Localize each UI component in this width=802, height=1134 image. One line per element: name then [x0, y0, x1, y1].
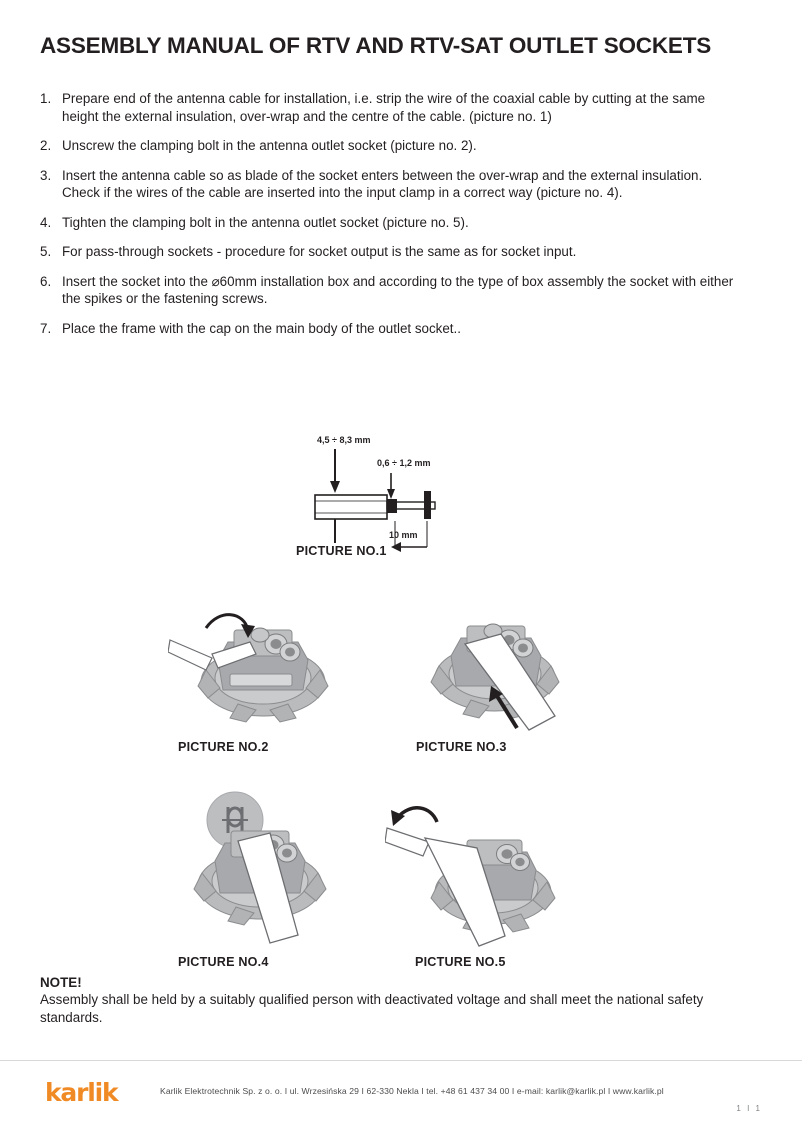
socket-illustration-2 — [168, 600, 358, 735]
socket-illustration-4 — [160, 785, 360, 950]
step-number: 1. — [40, 91, 52, 106]
step-number: 3. — [40, 167, 52, 183]
step-number: 4. — [40, 214, 52, 230]
step-text: For pass-through sockets - procedure for socket output is the same as for socket input. — [62, 244, 577, 259]
figure-caption-2: PICTURE NO.2 — [178, 740, 269, 754]
figure-caption-1: PICTURE NO.1 — [296, 544, 387, 558]
step-number: 7. — [40, 320, 52, 336]
list-item — [40, 214, 740, 232]
note-text: Assembly shall be held by a suitably qualified person with deactivated voltage and shall meet the national safety standards. — [40, 992, 704, 1025]
dimension-label-bottom: 10 mm — [389, 530, 418, 540]
page-title: ASSEMBLY MANUAL OF RTV AND RTV-SAT OUTLET SOCKETS — [40, 33, 712, 58]
step-text: Unscrew the clamping bolt in the antenna outlet socket (picture no. 2). — [62, 138, 477, 153]
list-item — [40, 137, 740, 155]
step-text: Tighten the clamping bolt in the antenna outlet socket (picture no. 5). — [62, 214, 469, 230]
step-number: 5. — [40, 244, 52, 259]
socket-illustration-3 — [405, 600, 595, 735]
note-title: NOTE! — [40, 975, 82, 990]
page-number: 1 I 1 — [736, 1104, 762, 1113]
figure-area — [0, 425, 802, 985]
list-item — [40, 243, 740, 261]
step-text: Insert the antenna cable so as blade of the socket enters between the over-wrap and the external insulation. Check if the wires of the cable are inserted into the input clamp in a correct way (picture no. 4). — [62, 167, 703, 200]
list-item — [40, 273, 740, 308]
step-text: Place the frame with the cap on the main body of the outlet socket.. — [62, 320, 461, 336]
figure-caption-3: PICTURE NO.3 — [416, 740, 507, 754]
list-item — [40, 167, 740, 202]
footer-divider — [0, 1060, 802, 1061]
list-item — [40, 90, 740, 125]
figure-caption-5: PICTURE NO.5 — [415, 955, 506, 969]
step-text: Prepare end of the antenna cable for installation, i.e. strip the wire of the coaxial cable by cutting at the same height the external insulation, over-wrap and the centre of the cable. (picture no. 1) — [62, 91, 706, 124]
step-number: 2. — [40, 138, 52, 153]
footer-contact-text: Karlik Elektrotechnik Sp. z o. o. I ul. Wrzesińska 29 I 62-330 Nekla I tel. +48 61 437 34 00 I e-mail: karlik@karlik.pl I www.karlik.pl — [160, 1086, 664, 1096]
note-block — [40, 975, 740, 1026]
step-text: Insert the socket into the ⌀60mm installation box and according to the type of box assembly the socket with either the spikes or the fastening screws. — [62, 273, 734, 306]
dimension-label-middle: 0,6 ÷ 1,2 mm — [377, 458, 431, 468]
socket-illustration-5 — [385, 800, 585, 950]
instruction-list — [40, 90, 740, 349]
step-number: 6. — [40, 273, 52, 289]
list-item — [40, 320, 740, 338]
dimension-label-top: 4,5 ÷ 8,3 mm — [317, 435, 371, 445]
figure-caption-4: PICTURE NO.4 — [178, 955, 269, 969]
karlik-logo: karlik — [45, 1078, 118, 1107]
